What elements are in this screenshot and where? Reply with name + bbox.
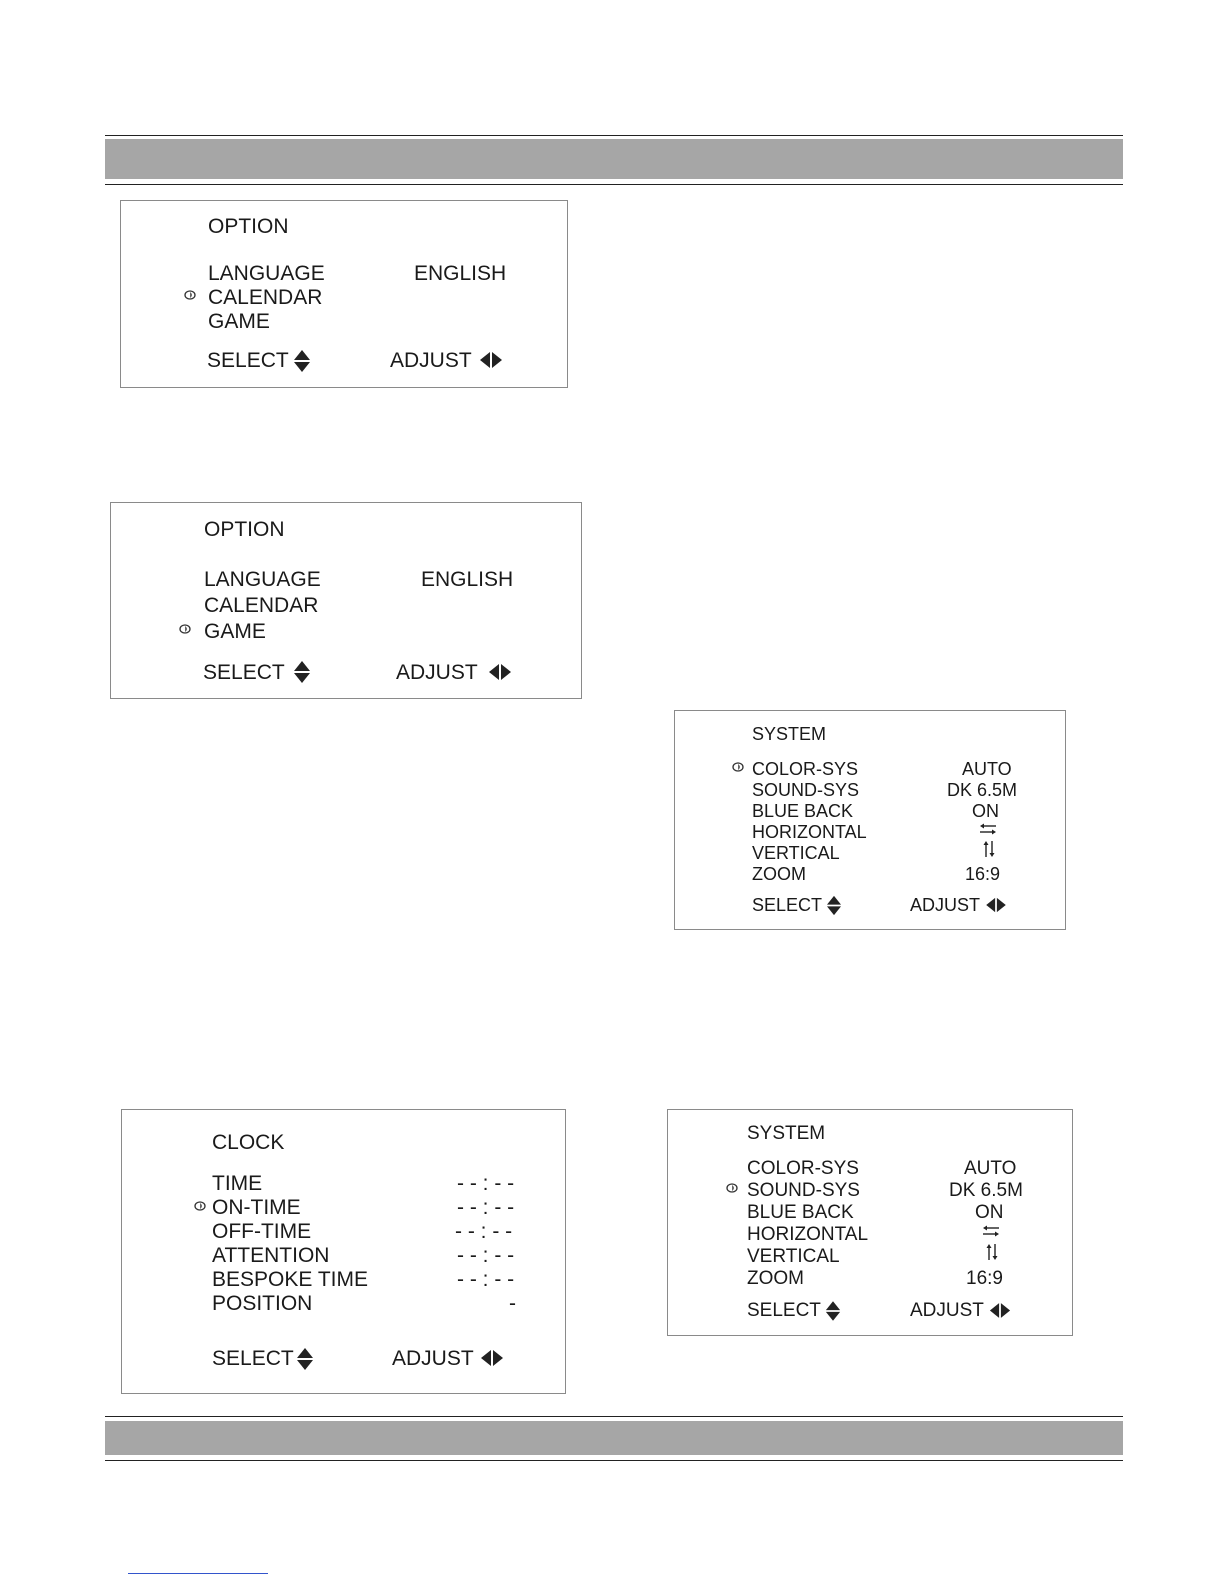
menu-item-zoom[interactable]: ZOOM — [752, 864, 806, 884]
horizontal-arrows-icon — [979, 822, 997, 836]
position-value: - — [509, 1292, 516, 1315]
pointer-icon — [726, 1183, 738, 1193]
select-label: SELECT — [747, 1300, 821, 1321]
blue-back-value: ON — [975, 1202, 1004, 1223]
pointer-icon — [732, 762, 744, 772]
menu-item-bespoke-time[interactable]: BESPOKE TIME — [212, 1268, 368, 1291]
menu-item-blue-back[interactable]: BLUE BACK — [752, 801, 854, 821]
adjust-label: ADJUST — [392, 1347, 474, 1370]
select-label: SELECT — [212, 1347, 294, 1370]
menu-item-vertical[interactable]: VERTICAL — [747, 1246, 840, 1267]
option-menu-calendar — [120, 200, 568, 388]
menu-title: OPTION — [208, 215, 289, 238]
menu-title: SYSTEM — [747, 1123, 826, 1144]
left-right-arrows-icon — [488, 663, 512, 681]
select-label: SELECT — [207, 349, 289, 372]
left-right-arrows-icon — [989, 1302, 1011, 1319]
system-menu-color — [674, 710, 1066, 930]
menu-item-game[interactable]: GAME — [208, 310, 270, 333]
system-menu-sound — [667, 1109, 1073, 1336]
header-bottom-line — [105, 184, 1123, 185]
menu-item-game[interactable]: GAME — [204, 620, 266, 643]
menu-item-language[interactable]: LANGUAGE — [208, 262, 325, 285]
menu-item-color-sys[interactable]: COLOR-SYS — [752, 759, 859, 779]
language-value: ENGLISH — [421, 568, 514, 591]
pointer-icon — [184, 290, 196, 300]
up-down-arrows-icon — [296, 1347, 314, 1371]
menu-item-language[interactable]: LANGUAGE — [204, 568, 321, 591]
up-down-arrows-icon — [293, 660, 311, 684]
on-time-value: - - : - - — [457, 1196, 515, 1219]
menu-item-time[interactable]: TIME — [212, 1172, 263, 1195]
attention-value: - - : - - — [457, 1244, 515, 1267]
adjust-label: ADJUST — [390, 349, 472, 372]
up-down-arrows-icon — [293, 349, 311, 373]
color-sys-value: AUTO — [962, 759, 1012, 779]
select-label: SELECT — [752, 895, 823, 915]
sound-sys-value: DK 6.5M — [949, 1180, 1023, 1201]
bespoke-time-value: - - : - - — [457, 1268, 515, 1291]
menu-item-sound-sys[interactable]: SOUND-SYS — [747, 1180, 860, 1201]
footer-bottom-line — [105, 1460, 1123, 1461]
menu-item-color-sys[interactable]: COLOR-SYS — [747, 1158, 859, 1179]
menu-item-zoom[interactable]: ZOOM — [747, 1268, 804, 1289]
menu-item-off-time[interactable]: OFF-TIME — [212, 1220, 312, 1243]
footer-link-underline — [128, 1573, 268, 1574]
header-band — [105, 139, 1123, 179]
adjust-label: ADJUST — [910, 1300, 984, 1321]
menu-title: CLOCK — [212, 1131, 285, 1154]
clock-menu — [121, 1109, 566, 1394]
up-down-arrows-icon — [826, 895, 842, 916]
menu-item-attention[interactable]: ATTENTION — [212, 1244, 330, 1267]
pointer-icon — [194, 1201, 206, 1211]
menu-item-calendar[interactable]: CALENDAR — [204, 594, 319, 617]
time-value: - - : - - — [457, 1172, 515, 1195]
menu-item-vertical[interactable]: VERTICAL — [752, 843, 840, 863]
language-value: ENGLISH — [414, 262, 507, 285]
color-sys-value: AUTO — [964, 1158, 1017, 1179]
sound-sys-value: DK 6.5M — [947, 780, 1018, 800]
menu-title: OPTION — [204, 518, 285, 541]
select-label: SELECT — [203, 661, 285, 684]
left-right-arrows-icon — [479, 351, 503, 369]
pointer-icon — [179, 624, 191, 634]
horizontal-arrows-icon — [982, 1224, 1000, 1238]
off-time-value: - - : - - — [455, 1220, 513, 1243]
footer-band — [105, 1421, 1123, 1455]
left-right-arrows-icon — [480, 1349, 504, 1367]
adjust-label: ADJUST — [910, 895, 981, 915]
option-menu-game — [110, 502, 582, 699]
menu-item-horizontal[interactable]: HORIZONTAL — [747, 1224, 869, 1245]
menu-item-blue-back[interactable]: BLUE BACK — [747, 1202, 854, 1223]
menu-item-calendar[interactable]: CALENDAR — [208, 286, 323, 309]
up-down-arrows-icon — [825, 1300, 841, 1322]
vertical-arrows-icon — [982, 840, 996, 858]
menu-title: SYSTEM — [752, 724, 827, 744]
zoom-value: 16:9 — [966, 1268, 1003, 1289]
left-right-arrows-icon — [985, 897, 1007, 913]
menu-item-on-time[interactable]: ON-TIME — [212, 1196, 301, 1219]
header-top-line — [105, 135, 1123, 136]
zoom-value: 16:9 — [965, 864, 1001, 884]
menu-item-sound-sys[interactable]: SOUND-SYS — [752, 780, 860, 800]
blue-back-value: ON — [972, 801, 999, 821]
adjust-label: ADJUST — [396, 661, 478, 684]
vertical-arrows-icon — [985, 1243, 999, 1261]
footer-top-line — [105, 1416, 1123, 1417]
menu-item-horizontal[interactable]: HORIZONTAL — [752, 822, 867, 842]
menu-item-position[interactable]: POSITION — [212, 1292, 313, 1315]
